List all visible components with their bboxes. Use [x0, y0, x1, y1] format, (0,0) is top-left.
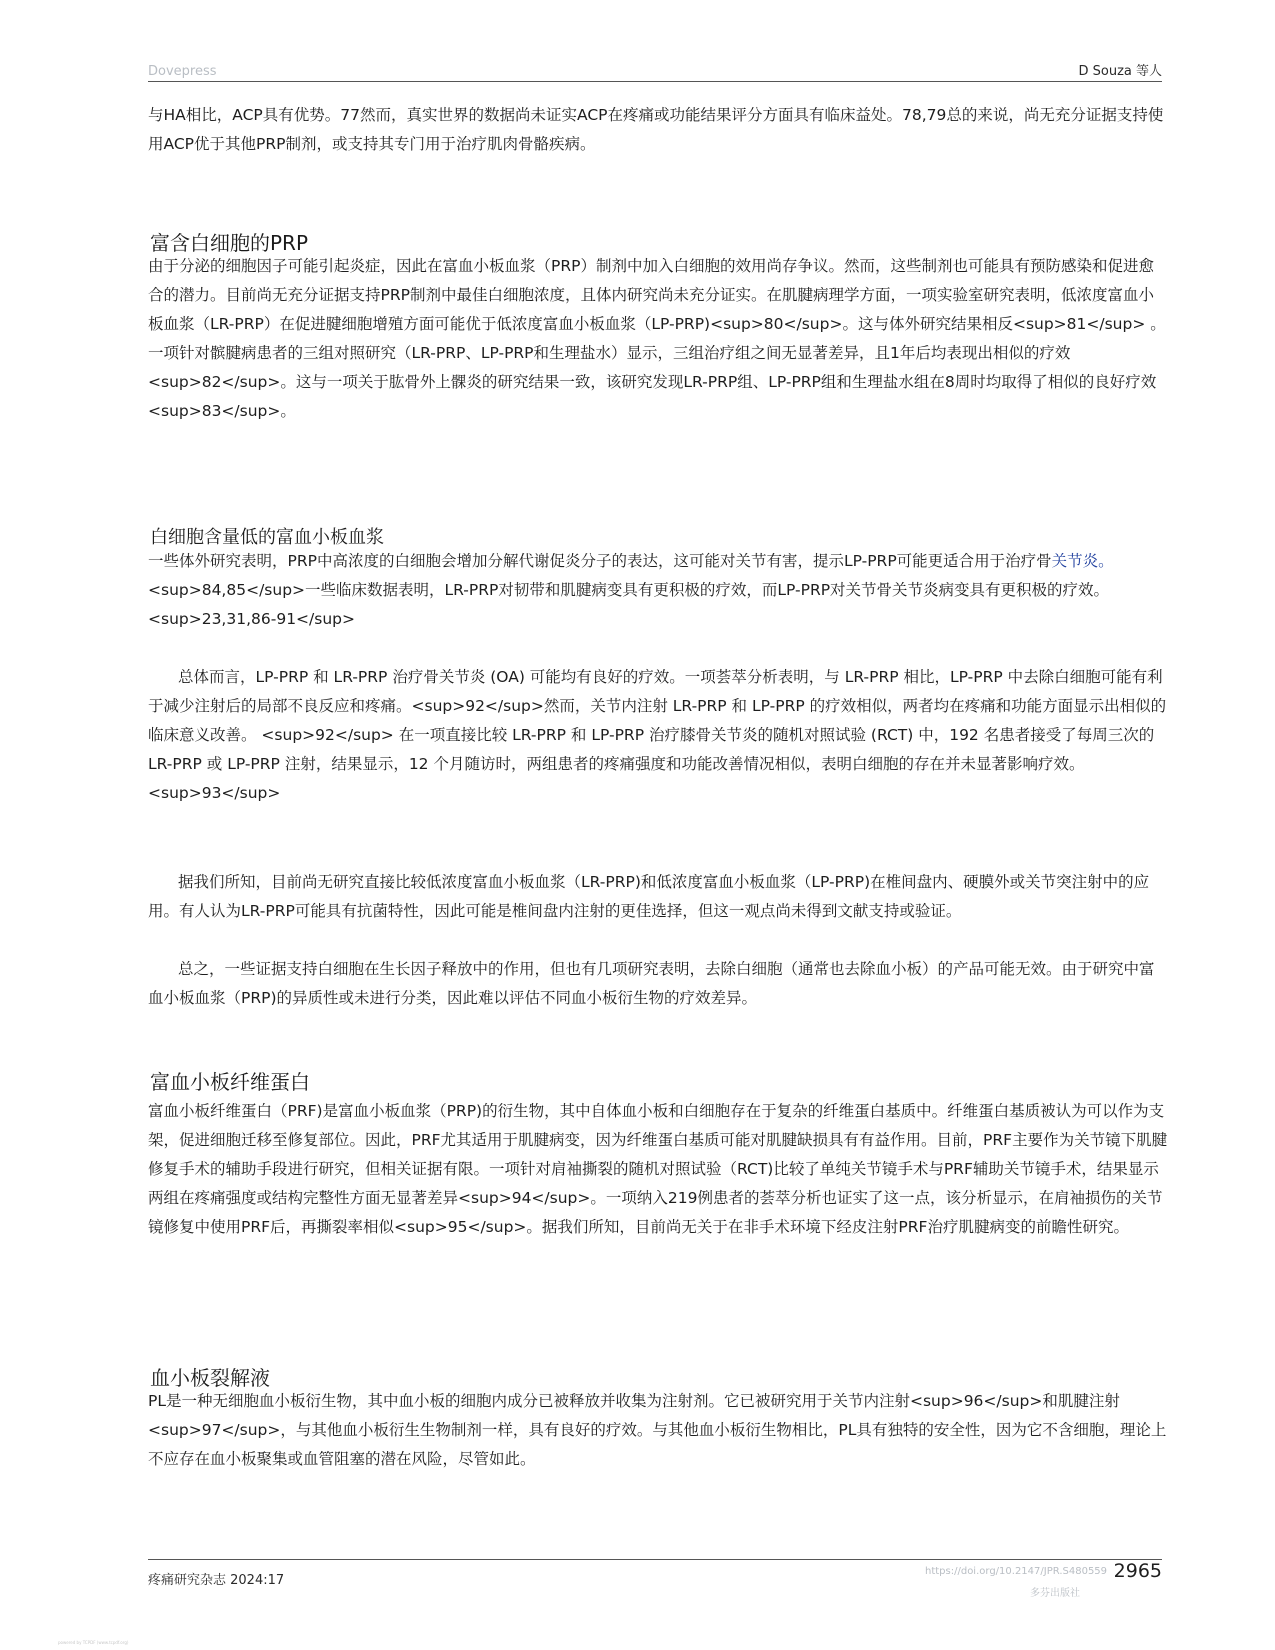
section-pl-body	[148, 1387, 1168, 1474]
section-prf-body	[148, 1097, 1168, 1242]
intro-paragraph	[148, 101, 1168, 159]
header-publisher: Dovepress	[148, 64, 217, 79]
pl-paragraph: PL是一种无细胞血小板衍生物，其中血小板的细胞内成分已被释放并收集为注射剂。它已被研究用于关节内注射<sup>96</sup>和肌腱注射<sup>97</sup>，与其他血小板衍生生物制剂一样，具有良好的疗效。与其他血小板衍生物相比，PL具有独特的安全性，因为它不含细胞，理论上不应存在血小板聚集或血管阻塞的潜在风险，尽管如此。	[148, 1392, 1167, 1468]
lp-prp-paragraph-3: 据我们所知，目前尚无研究直接比较低浓度富血小板血浆（LR-PRP)和低浓度富血小板血浆（LP-PRP)在椎间盘内、硬膜外或关节突注射中的应用。有人认为LR-PRP可能具有抗菌特性，因此可能是椎间盘内注射的更佳选择，但这一观点尚未得到文献支持或验证。	[148, 873, 1150, 920]
section-lp-prp-p3	[148, 868, 1168, 926]
lr-prp-paragraph: 由于分泌的细胞因子可能引起炎症，因此在富血小板血浆（PRP）制剂中加入白细胞的效用尚存争议。然而，这些制剂也可能具有预防感染和促进愈合的潜力。目前尚无充分证据支持PRP制剂中最佳白细胞浓度，且体内研究尚未充分证实。在肌腱病理学方面，一项实验室研究表明，低浓度富血小板血浆（LR-PRP）在促进腱细胞增殖方面可能优于低浓度富血小板血浆（LP-PRP)<sup>80</sup>。这与体外研究结果相反<sup>81</sup> 。一项针对髌腱病患者的三组对照研究（LR-PRP、LP-PRP和生理盐水）显示，三组治疗组之间无显著差异，且1年后均表现出相似的疗效<sup>82</sup>。这与一项关于肱骨外上髁炎的研究结果一致，该研究发现LR-PRP组、LP-PRP组和生理盐水组在8周时均取得了相似的良好疗效<sup>83</sup>。	[148, 257, 1166, 420]
lp-prp-paragraph-4: 总之，一些证据支持白细胞在生长因子释放中的作用，但也有几项研究表明，去除白细胞（通常也去除血小板）的产品可能无效。由于研究中富血小板血浆（PRP)的异质性或未进行分类，因此难以评估不同血小板衍生物的疗效差异。	[148, 960, 1155, 1007]
section-lp-prp-p4	[148, 955, 1168, 1013]
osteoarthritis-link[interactable]: 关节炎。	[1051, 552, 1114, 570]
footer-rule	[148, 1559, 1162, 1560]
footer-publisher: 多芬出版社	[1030, 1588, 1080, 1599]
section-lr-prp-body	[148, 252, 1168, 426]
section-title-prf: 富血小板纤维蛋白	[150, 1070, 310, 1094]
lp-prp-paragraph-1	[148, 547, 1168, 634]
lp-prp-p1-text-b: <sup>84,85</sup>一些临床数据表明，LR-PRP对韧带和肌腱病变具有更积极的疗效，而LP-PRP对关节骨关节炎病变具有更积极的疗效。<sup>23,31,86-91</sup>	[148, 581, 1110, 628]
header-authors: D Souza 等人	[1078, 64, 1162, 79]
page-number: 2965	[1113, 1560, 1162, 1582]
lp-prp-paragraph-2: 总体而言，LP-PRP 和 LR-PRP 治疗骨关节炎 (OA) 可能均有良好的疗效。一项荟萃分析表明，与 LR-PRP 相比，LP-PRP 中去除白细胞可能有利于减少注射后的局部不良反应和疼痛。<sup>92</sup>然而，关节内注射 LR-PRP 和 LP-PRP 的疗效相似，两者均在疼痛和功能方面显示出相似的临床意义改善。 <sup>92</sup> 在一项直接比较 LR-PRP 和 LP-PRP 治疗膝骨关节炎的随机对照试验 (RCT) 中，192 名患者接受了每周三次的 LR-PRP 或 LP-PRP 注射，结果显示，12 个月随访时，两组患者的疼痛强度和功能改善情况相似，表明白细胞的存在并未显著影响疗效。<sup>93</sup>	[148, 668, 1167, 802]
intro-text: 与HA相比，ACP具有优势。77然而，真实世界的数据尚未证实ACP在疼痛或功能结果评分方面具有临床益处。78,79总的来说，尚无充分证据支持使用ACP优于其他PRP制剂，或支持其专门用于治疗肌肉骨骼疾病。	[148, 106, 1164, 153]
footer-journal: 疼痛研究杂志 2024:17	[148, 1573, 285, 1588]
section-lp-prp-p2	[148, 663, 1168, 808]
section-title-lp-prp: 白细胞含量低的富血小板血浆	[150, 527, 384, 548]
prf-paragraph: 富血小板纤维蛋白（PRF)是富血小板血浆（PRP)的衍生物，其中自体血小板和白细胞存在于复杂的纤维蛋白基质中。纤维蛋白基质被认为可以作为支架，促进细胞迁移至修复部位。因此，PRF尤其适用于肌腱病变，因为纤维蛋白基质可能对肌腱缺损具有有益作用。目前，PRF主要作为关节镜下肌腱修复手术的辅助手段进行研究，但相关证据有限。一项针对肩袖撕裂的随机对照试验（RCT)比较了单纯关节镜手术与PRF辅助关节镜手术，结果显示两组在疼痛强度或结构完整性方面无显著差异<sup>94</sup>。一项纳入219例患者的荟萃分析也证实了这一点，该分析显示，在肩袖损伤的关节镜修复中使用PRF后，再撕裂率相似<sup>95</sup>。据我们所知，目前尚无关于在非手术环境下经皮注射PRF治疗肌腱病变的前瞻性研究。	[148, 1102, 1168, 1236]
section-title-pl: 血小板裂解液	[150, 1366, 270, 1390]
section-lp-prp-p1	[148, 547, 1168, 634]
lp-prp-p1-text-a: 一些体外研究表明，PRP中高浓度的白细胞会增加分解代谢促炎分子的表达，这可能对关节有害，提示LP-PRP可能更适合用于治疗骨	[148, 552, 1052, 570]
tcpdf-mark: powered by TCPDF (www.tcpdf.org)	[58, 1640, 129, 1645]
section-title-lr-prp: 富含白细胞的PRP	[150, 231, 309, 255]
footer-doi-link[interactable]: https://doi.org/10.2147/JPR.S480559	[925, 1566, 1108, 1577]
header-rule	[148, 81, 1162, 82]
